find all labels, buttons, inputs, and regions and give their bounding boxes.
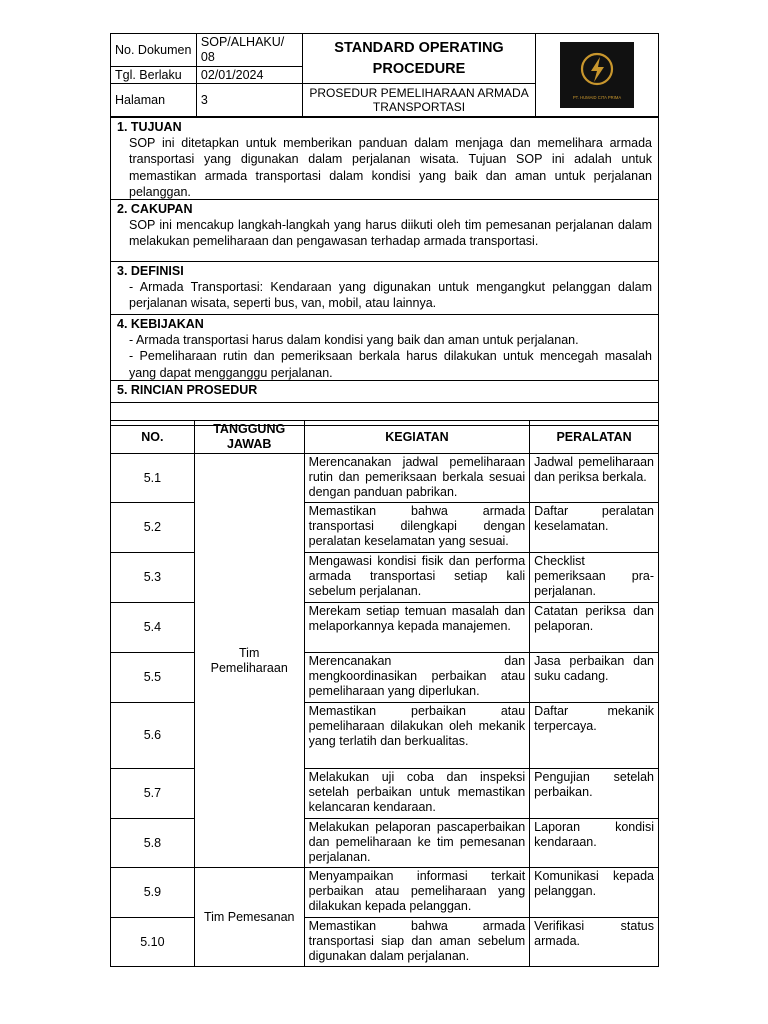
- page-number: 3: [196, 84, 302, 117]
- doc-no-value: SOP/ALHAKU/ 08: [196, 34, 302, 67]
- table-row: [111, 868, 659, 918]
- step-number: 5.9: [111, 868, 195, 918]
- table-row: [111, 454, 659, 503]
- step-number: 5.5: [111, 653, 195, 703]
- table-row: [111, 703, 659, 769]
- effective-date-label: Tgl. Berlaku: [111, 67, 197, 84]
- activity-cell: Merencanakan dan mengkoordinasikan perbaikan atau pemeliharaan yang diperlukan.: [304, 653, 530, 703]
- table-row: [111, 603, 659, 653]
- step-number: 5.2: [111, 503, 195, 553]
- equipment-cell: Jadwal pemeliharaan dan periksa berkala.: [530, 454, 659, 503]
- equipment-cell: Verifikasi status armada.: [530, 918, 659, 967]
- table-row: [111, 769, 659, 819]
- equipment-cell: Catatan periksa dan pelaporan.: [530, 603, 659, 653]
- step-number: 5.3: [111, 553, 195, 603]
- table-row: [111, 918, 659, 967]
- column-header: KEGIATAN: [304, 421, 530, 454]
- effective-date-value: 02/01/2024: [196, 67, 302, 84]
- section-title: 1. TUJUAN: [117, 120, 182, 134]
- column-header: NO.: [111, 421, 195, 454]
- section-body: SOP ini mencakup langkah-langkah yang harus diikuti oleh tim pemesanan perjalanan dalam melakukan pemeliharaan dan pengawasan terhadap armada transportasi.: [129, 218, 652, 249]
- activity-cell: Memastikan bahwa armada transportasi siap dan aman sebelum digunakan dalam perjalanan.: [304, 918, 530, 967]
- section-body: SOP ini ditetapkan untuk memberikan panduan dalam menjaga dan memelihara armada transportasi yang digunakan dalam perjalanan wisata. Tujuan SOP ini adalah untuk memastikan armada transportasi dalam kondisi yang baik dan aman untuk perjalanan pelanggan.: [129, 136, 652, 199]
- logo-icon: [560, 42, 634, 108]
- policy-item: - Pemeliharaan rutin dan pemeriksaan berkala harus dilakukan untuk mencegah masalah yang dapat mengganggu perjalanan.: [129, 349, 652, 380]
- step-number: 5.7: [111, 769, 195, 819]
- section-kebijakan: [110, 315, 659, 381]
- equipment-cell: Komunikasi kepada pelanggan.: [530, 868, 659, 918]
- page-label: Halaman: [111, 84, 197, 117]
- document-sections: [110, 117, 659, 426]
- document-subtitle: PROSEDUR PEMELIHARAAN ARMADA TRANSPORTASI: [302, 84, 535, 117]
- section-rincian: [110, 381, 659, 403]
- table-row: [111, 819, 659, 868]
- step-number: 5.10: [111, 918, 195, 967]
- activity-cell: Mengawasi kondisi fisik dan performa armada transportasi setiap kali sebelum perjalanan.: [304, 553, 530, 603]
- activity-cell: Memastikan bahwa armada transportasi dilengkapi dengan peralatan keselamatan yang sesuai.: [304, 503, 530, 553]
- doc-no-label: No. Dokumen: [111, 34, 197, 67]
- section-title: 3. DEFINISI: [117, 264, 184, 278]
- table-row: [111, 653, 659, 703]
- section-body: - Armada Transportasi: Kendaraan yang digunakan untuk mengangkut pelanggan dalam perjalanan wisata, seperti bus, van, mobil, atau lainnya.: [129, 280, 652, 311]
- document-header: [110, 33, 659, 117]
- column-header: PERALATAN: [530, 421, 659, 454]
- step-number: 5.1: [111, 454, 195, 503]
- table-row: [111, 503, 659, 553]
- activity-cell: Menyampaikan informasi terkait perbaikan atau pemeliharaan yang dilakukan kepada pelanggan.: [304, 868, 530, 918]
- equipment-cell: Daftar peralatan keselamatan.: [530, 503, 659, 553]
- step-number: 5.8: [111, 819, 195, 868]
- section-tujuan: [110, 117, 659, 200]
- section-title: 5. RINCIAN PROSEDUR: [117, 383, 258, 397]
- section-title: 4. KEBIJAKAN: [117, 317, 204, 331]
- section-definisi: [110, 262, 659, 315]
- document-title: STANDARD OPERATING PROCEDURE: [302, 34, 535, 84]
- responsible-cell: Tim Pemesanan: [194, 868, 304, 967]
- activity-cell: Merencanakan jadwal pemeliharaan rutin dan pemeriksaan berkala sesuai dengan panduan pabrikan.: [304, 454, 530, 503]
- activity-cell: Merekam setiap temuan masalah dan melaporkannya kepada manajemen.: [304, 603, 530, 653]
- section-title: 2. CAKUPAN: [117, 202, 193, 216]
- step-number: 5.6: [111, 703, 195, 769]
- equipment-cell: Laporan kondisi kendaraan.: [530, 819, 659, 868]
- activity-cell: Melakukan uji coba dan inspeksi setelah perbaikan untuk memastikan kelancaran kendaraan.: [304, 769, 530, 819]
- step-number: 5.4: [111, 603, 195, 653]
- activity-cell: Melakukan pelaporan pascaperbaikan dan pemeliharaan ke tim pemesanan perjalanan.: [304, 819, 530, 868]
- equipment-cell: Checklist pemeriksaan pra-perjalanan.: [530, 553, 659, 603]
- equipment-cell: Pengujian setelah perbaikan.: [530, 769, 659, 819]
- equipment-cell: Daftar mekanik terpercaya.: [530, 703, 659, 769]
- table-row: [111, 553, 659, 603]
- column-header: TANGGUNG JAWAB: [194, 421, 304, 454]
- equipment-cell: Jasa perbaikan dan suku cadang.: [530, 653, 659, 703]
- procedure-table: [110, 420, 659, 967]
- activity-cell: Memastikan perbaikan atau pemeliharaan dilakukan oleh mekanik yang terlatih dan berkualitas.: [304, 703, 530, 769]
- policy-item: - Armada transportasi harus dalam kondisi yang baik dan aman untuk perjalanan.: [129, 333, 579, 348]
- section-cakupan: [110, 200, 659, 262]
- logo-text: PT. HUMAID CITA PRIMA: [572, 95, 622, 100]
- responsible-cell: Tim Pemeliharaan: [194, 454, 304, 868]
- table-header-row: [111, 421, 659, 454]
- company-logo: [536, 34, 659, 117]
